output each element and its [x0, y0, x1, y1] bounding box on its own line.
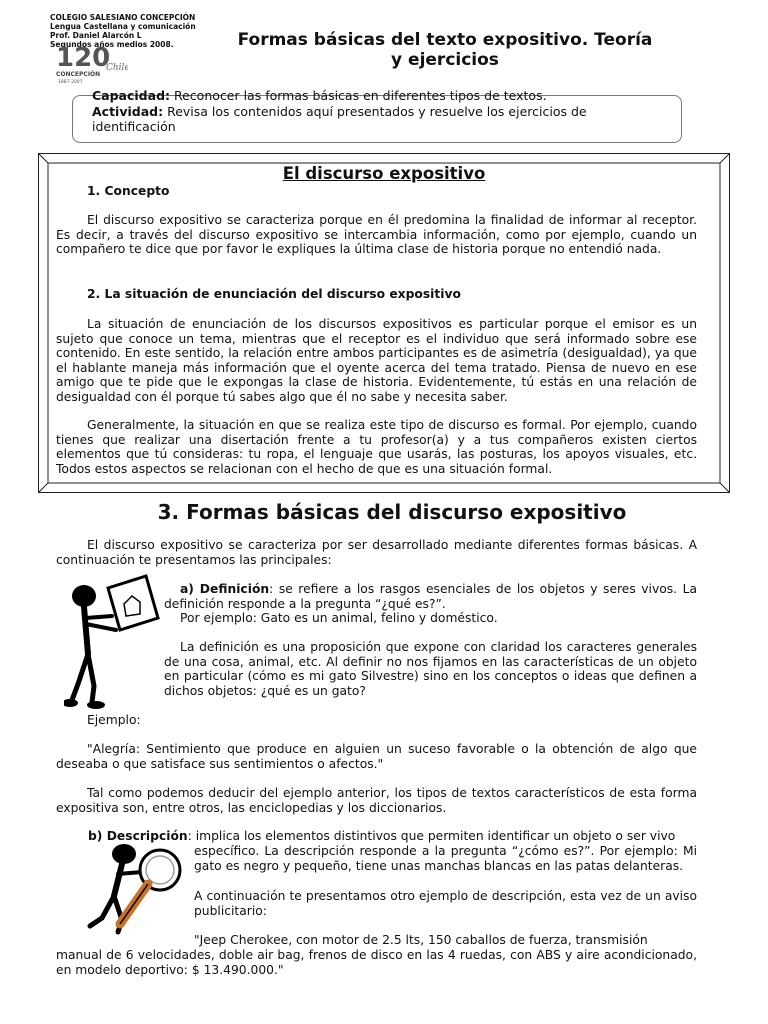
school-name: COLEGIO SALESIANO CONCEPCIÓN	[50, 13, 196, 22]
ad-quote-rest: manual de 6 velocidades, doble air bag, frenos de disco en las 4 ruedas, con ABS y aire acondicionado, en modelo deportivo: $ 13.490.000."	[56, 948, 697, 977]
definition-quote: "Alegría: Sentimiento que produce en alguien un suceso favorable o la obtención de algo que deseaba o que satisface sus sentimientos o afectos."	[56, 742, 697, 771]
section-title: El discurso expositivo	[282, 164, 486, 183]
actividad-line-2: identificación	[92, 119, 176, 134]
capacidad-line: Capacidad: Reconocer las formas básicas en diferentes tipos de textos.	[92, 88, 547, 103]
school-logo	[48, 40, 128, 90]
subject-name: Lengua Castellana y comunicación	[50, 22, 196, 31]
definition-figure-icon	[64, 574, 160, 710]
magnifying-glass-figure-icon	[80, 842, 190, 938]
teacher-name: Prof. Daniel Alarcón L	[50, 31, 142, 40]
heading-concepto: 1. Concepto	[87, 184, 170, 198]
paragraph-situacion: La situación de enunciación de los discursos expositivos es particular porque el emisor es un sujeto que conoce un tema, mientras que el receptor es el individuo que será informado sobre ese contenido. En este sentido, la relación entre ambos participantes es de asimetría (desigualdad), ya que el hablante maneja más información que el oyente acerca del tema tratado. Piensa de nuevo en ese amigo que te pide que le expongas la clase de historia. Evidentemente, tú estás en una relación de desigualdad con él porque tú sabes algo que él no sabe y necesita saber.	[56, 317, 697, 404]
ad-quote-first-line: "Jeep Cherokee, con motor de 2.5 lts, 150 caballos de fuerza, transmisión	[194, 933, 648, 947]
section3-intro: El discurso expositivo se caracteriza por ser desarrollado mediante diferentes formas básicas. A continuación te presentamos las principales:	[56, 538, 697, 567]
page-title: Formas básicas del texto expositivo. Teoría y ejercicios	[237, 30, 653, 70]
paragraph-concepto: El discurso expositivo se caracteriza porque en él predomina la finalidad de informar al receptor. Es decir, a través del discurso expositivo se intercambia información, como por ejemplo, cuando un compañero te dice que por favor le expliques la última clase de historia porque no entendió nada.	[56, 213, 697, 257]
definition-paragraph: a) Definición: se refiere a los rasgos esenciales de los objetos y seres vivos. La definición responde a la pregunta “¿qué es?”.	[164, 582, 697, 611]
ejemplo-label: Ejemplo:	[87, 713, 141, 727]
logo-number: 120	[56, 43, 111, 73]
section3-heading: 3. Formas básicas del discurso expositivo	[157, 500, 627, 524]
description-paragraph: específico. La descripción responde a la pregunta “¿cómo es?”. Por ejemplo: Mi gato es negro y pequeño, tiene unas manchas blancas en las patas delanteras.	[194, 844, 697, 873]
logo-text: CONCEPCIÓN	[56, 71, 101, 78]
definition-explanation: La definición es una proposición que expone con claridad los caracteres generales de una cosa, animal, etc. Al definir no nos fijamos en las características de un objeto en particular (cómo es mi gato Silvestre) sino en los conceptos o ideas que definen a dichos objetos: ¿qué es un gato?	[164, 640, 697, 698]
description-first-line: b) Descripción: implica los elementos distintivos que permiten identificar un objeto o ser vivo	[88, 829, 676, 843]
definition-conclusion: Tal como podemos deducir del ejemplo anterior, los tipos de textos característicos de esta forma expositiva son, entre otros, las enciclopedias y los diccionarios.	[56, 786, 697, 815]
svg-text:Chile: Chile	[106, 63, 128, 73]
course-level: Segundos años medios 2008.	[50, 40, 174, 49]
description-intro: A continuación te presentamos otro ejemplo de descripción, esta vez de un aviso publicitario:	[194, 889, 697, 918]
heading-situacion: 2. La situación de enunciación del discurso expositivo	[87, 287, 461, 301]
definition-example: Por ejemplo: Gato es un animal, felino y doméstico.	[180, 611, 498, 625]
actividad-line: Actividad: Revisa los contenidos aquí presentados y resuelve los ejercicios de	[92, 104, 587, 119]
paragraph-formal: Generalmente, la situación en que se realiza este tipo de discurso es formal. Por ejemplo, cuando tienes que realizar una disertación frente a tu profesor(a) y a tus compañeros existen ciertos elementos que tú consideras: tu ropa, el lenguaje que usarás, las posturas, los apoyos visuales, etc. Todos estos aspectos se relacionan con el hecho de que es una situación formal.	[56, 418, 697, 476]
logo-years: 1887-2007	[58, 80, 83, 85]
